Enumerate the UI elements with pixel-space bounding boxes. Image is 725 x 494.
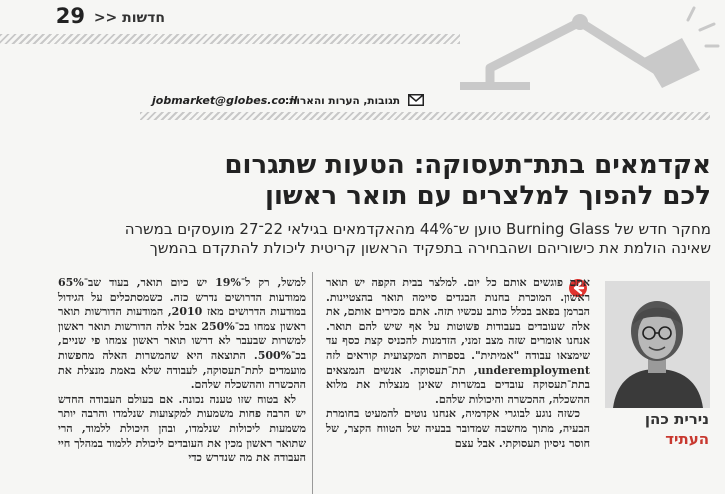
article-column-right xyxy=(326,276,590,451)
page-number: 29 xyxy=(55,4,85,28)
subtitle-line-2: שאינה הולמת את כישוריהם ושהבחירה בתפקיד הראשון קריטית ליכולת להתקדם בהמשך xyxy=(149,239,711,257)
paragraph: כשזה נוגע לבוגרי אקדמיה, אנחנו נוטים להמעיט בחומרת הבעיה, מתוך מחשבה שמדובר בבעיה של הטווח הקצר, של חוסר ניסיון תעסוקתי. אבל עצם xyxy=(326,407,590,450)
column-divider xyxy=(312,272,313,494)
paragraph: למשל, רק ל־19% יש כיום תואר, בעוד שב־65% ממודעות הדרושים נדרש כזה. כשמסתכלים על הגידול במודעות הדרושים מאז 2010, המודעות הדורשות תואר ראשון צמחו בכ־250% אבל אלה הדורשות תואר ראשון למשרות שבעבר לא דרשו תואר ראשון צמחו פי שניים, בכ־500%. התוצאה היא שהמשרות האלה מחפשות מועמדים לתת־תעסוקה, לעבודה שלא באמת מנצלת את ההכשרה וההשכלה שלהם. xyxy=(58,276,307,392)
article-title xyxy=(11,150,711,212)
article-column-left xyxy=(58,276,306,466)
contact-email-link[interactable]: jobmarket@globes.co.il xyxy=(152,94,298,107)
paragraph: אתם פוגשים אותם כל יום. למלצר בבית הקפה יש תואר ראשון. המוכרת בחנות הבגדים סיימה תואר בהצטיינות. הברמן בפאב בכלל כותב עכשיו תזה. אתם מכירים אותם, את אלה שעובדים בעבודות פשוטות על אף שיש להם תואר. אנחנו אומרים שזה מצב זמני, הזדמנות להכניס קצת כסף עד שימצאו עבודה "אמיתית". בספרות המקצועית קוראים לזה underemployment, תת־תעסוקה. אנשים הנמצאים בתת־תעסוקה עובדים במשרות שאינן מנצלות את מלוא ההשכלה, ההכשרה והיכולות שלהם. xyxy=(326,276,590,406)
section-name: חדשות xyxy=(122,10,165,26)
header-rule xyxy=(0,34,460,44)
paragraph: לא בטוח שזו טענה נכונה. אם בעולם העבודה החדש יש הרבה פחות משמעות למקצועות שנלמדו והרבה יותר משמעות ליכולות שנלמדו, ובהן היכולת ללמוד, הרי שתואר ראשון מכין את העובדים ליכולת ללמוד במהלך חיי העבודה את מה שנדרש כדי xyxy=(58,392,306,465)
article-subtitle xyxy=(11,220,711,258)
chevrons: << xyxy=(93,10,118,26)
author-role: העתיד xyxy=(665,430,709,448)
section-label xyxy=(94,10,165,26)
contact-rule xyxy=(140,112,710,120)
author-name: נירית כהן xyxy=(644,410,709,428)
title-line-2: לכם להפוך למלצרים עם תואר ראשון xyxy=(265,181,711,211)
contact-label: תגובות, הערות והארות: xyxy=(285,95,401,107)
desk-lamp-illustration xyxy=(430,0,720,90)
title-line-1: אקדמאים בתת־תעסוקה: הטעות שתגרום xyxy=(224,150,711,180)
envelope-icon xyxy=(408,94,424,106)
subtitle-line-1: מחקר חדש של Burning Glass טוען ש־44% מהאקדמאים בגילאי 22־27 מועסקים במשרה xyxy=(124,220,711,238)
author-portrait xyxy=(605,281,710,408)
